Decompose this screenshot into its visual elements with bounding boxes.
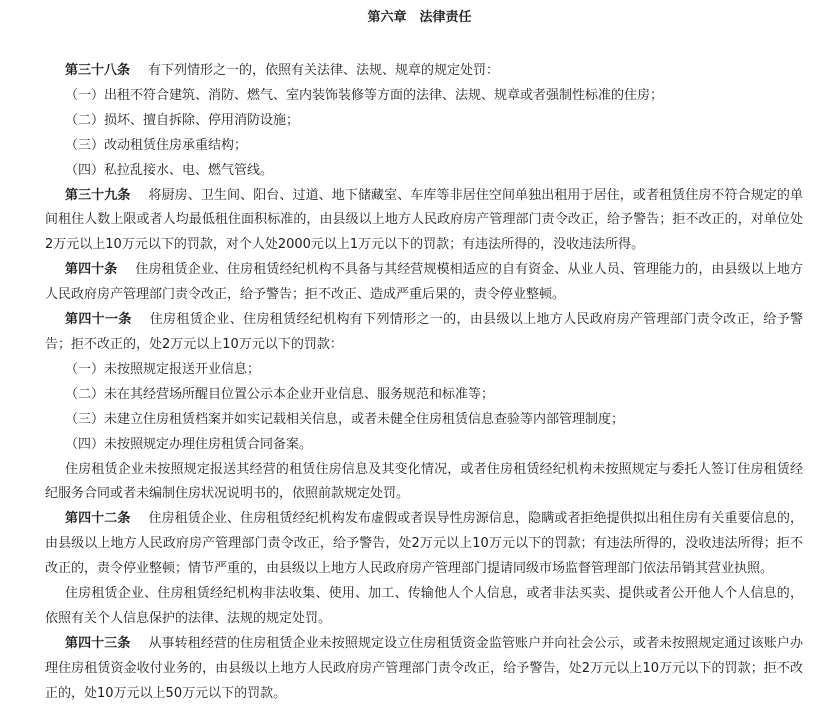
article-41-item-2: （二）未在其经营场所醒目位置公示本企业开业信息、服务规范和标准等； (65, 386, 495, 402)
article-number: 第四十一条 (65, 312, 132, 328)
article-42 (45, 507, 803, 582)
article-text: 住房租赁企业、住房租赁经纪机构有下列情形之一的，由县级以上地方人民政府房产管理部门责令改正，给予警告；拒不改正的，处2万元以上10万元以下的罚款： (45, 312, 803, 352)
article-40 (45, 258, 803, 308)
article-41-item-3: （三）未建立住房租赁档案并如实记载相关信息，或者未健全住房租赁信息查验等内部管理制度； (65, 411, 625, 427)
article-41 (45, 308, 803, 358)
article-number: 第四十条 (65, 262, 118, 278)
article-42-paragraph-2: 住房租赁企业、住房租赁经纪机构非法收集、使用、加工、传输他人个人信息，或者非法买卖、提供或者公开他人个人信息的，依照有关个人信息保护的法律、法规的规定处罚。 (45, 586, 803, 626)
article-41-item-4: （四）未按照规定办理住房租赁合同备案。 (65, 436, 313, 452)
article-43 (45, 632, 803, 707)
article-38-item-2: （二）损坏、擅自拆除、停用消防设施； (65, 112, 300, 128)
article-38-item-3: （三）改动租赁住房承重结构； (65, 137, 248, 153)
article-41-item-1: （一）未按照规定报送开业信息； (65, 361, 261, 377)
article-39 (45, 184, 803, 259)
chapter-title: 第六章 法律责任 (367, 10, 472, 25)
article-text: 有下列情形之一的，依照有关法律、法规、规章的规定处罚： (148, 63, 500, 78)
article-text: 住房租赁企业、住房租赁经纪机构发布虚假或者误导性房源信息，隐瞒或者拒绝提供拟出租住房有关重要信息的，由县级以上地方人民政府房产管理部门责令改正，给予警告，处2万元以上10万元以下的罚款；有违法所得的，没收违法所得；拒不改正的，责令停业整顿；情节严重的，由县级以上地方人民政府房产管理部门提请同级市场监督管理部门依法吊销其营业执照。 (45, 511, 803, 577)
article-number: 第四十二条 (65, 511, 131, 527)
article-number: 第三十八条 (65, 63, 131, 78)
chapter-content (45, 59, 803, 707)
article-38-item-4: （四）私拉乱接水、电、燃气管线。 (65, 162, 274, 178)
article-38-item-1: （一）出租不符合建筑、消防、燃气、室内装饰装修等方面的法律、法规、规章或者强制性标准的住房； (65, 87, 664, 103)
article-text: 从事转租经营的住房租赁企业未按照规定设立住房租赁资金监管账户并向社会公示，或者未按照规定通过该账户办理住房租赁资金收付业务的，由县级以上地方人民政府房产管理部门责令改正，给予警告，处2万元以上10万元以下的罚款；拒不改正的，处10万元以上50万元以下的罚款。 (45, 635, 803, 701)
article-41-paragraph-2: 住房租赁企业未按照规定报送其经营的租赁住房信息及其变化情况，或者住房租赁经纪机构未按照规定与委托人签订住房租赁经纪服务合同或者未编制住房状况说明书的，依照前款规定处罚。 (45, 461, 803, 502)
article-number: 第三十九条 (65, 187, 131, 203)
article-number: 第四十三条 (65, 635, 131, 651)
article-38 (45, 59, 803, 84)
article-text: 住房租赁企业、住房租赁经纪机构不具备与其经营规模相适应的自有资金、从业人员、管理能力的，由县级以上地方人民政府房产管理部门责令改正，给予警告；拒不改正、造成严重后果的，责令停业整顿。 (45, 262, 803, 303)
article-text: 将厨房、卫生间、阳台、过道、地下储藏室、车库等非居住空间单独出租用于居住，或者租赁住房不符合规定的单间租住人数上限或者人均最低租住面积标准的，由县级以上地方人民政府房产管理部门责令改正，给予警告；拒不改正的，对单位处2万元以上10万元以下的罚款，对个人处2000元以上1万元以下的罚款；有违法所得的，没收违法所得。 (45, 187, 803, 253)
